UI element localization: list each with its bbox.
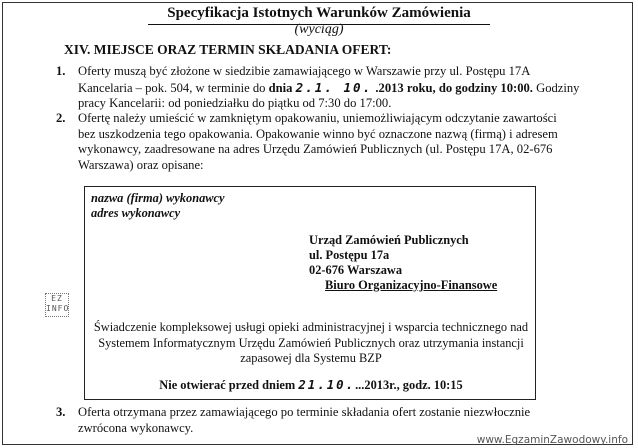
item-number: 1. (56, 64, 66, 78)
item-text: zwrócona wykonawcy. (78, 420, 194, 435)
envelope-label-box (84, 186, 536, 400)
item-text: Godziny (532, 80, 580, 95)
notice-text: Nie otwierać przed dniem (159, 378, 299, 392)
handwritten-date: 2.1. 10. (295, 79, 373, 95)
addressee-block (309, 233, 497, 293)
item-number: 3. (56, 405, 66, 419)
list-item-1 (56, 64, 615, 112)
do-not-open-notice (85, 377, 537, 393)
document-title: Specyfikacja Istotnych Warunków Zamówienia (0, 5, 638, 22)
sender-address: adres wykonawcy (91, 205, 181, 220)
deadline-time: .2013 roku, do godziny 10:00. (372, 80, 533, 95)
item-text: bez uszkodzenia tego opakowania. Opakowanie winno być oznaczone nazwą (firmą) i adresem (78, 126, 558, 141)
item-text: Warszawa) oraz opisane: (78, 157, 204, 172)
notice-time: ...2013r., godz. 10:15 (355, 378, 463, 392)
subject-line: Świadczenie kompleksowej usługi opieki administracyjnej i wsparcia technicznego nad (93, 320, 529, 334)
handwritten-date: 21.10. (298, 377, 356, 392)
item-number: 2. (56, 111, 66, 125)
item-text-deadline (78, 80, 615, 97)
subject-line: zapasowej dla Systemu BZP (240, 351, 382, 365)
subject-line: Systemem Informatycznym Urzędu Zamówień Publicznych oraz utrzymania instancji (98, 335, 524, 350)
sender-block (91, 191, 225, 220)
item-text: Ofertę należy umieścić w zamkniętym opakowaniu, uniemożliwiającym odczytanie zawartości (78, 111, 557, 125)
sender-name: nazwa (firma) wykonawcy (91, 191, 225, 205)
deadline-label: dnia (268, 80, 296, 95)
addressee-name: Urząd Zamówień Publicznych (309, 233, 469, 247)
list-item-3 (56, 405, 615, 436)
document-subtitle: (wyciąg) (294, 22, 344, 37)
item-text: wykonawcy, zaadresowane na adres Urzędu Zamówień Publicznych (ul. Postępu 17A, 02-676 (78, 142, 553, 156)
list-item-2 (56, 111, 615, 173)
order-subject (85, 320, 537, 367)
item-text: pracy Kancelarii: od poniedziałku do piątku od 7:30 do 17:00. (78, 96, 392, 110)
item-text: Kancelaria – pok. 504, w terminie do (78, 80, 269, 95)
footer-watermark: www.EgzaminZawodowy.info (476, 434, 628, 446)
watermark-stamp-icon: EZ INFO (45, 293, 69, 317)
addressee-department: Biuro Organizacyjno-Finansowe (325, 278, 498, 292)
item-text: Oferty muszą być złożone w siedzibie zamawiającego w Warszawie przy ul. Postępu 17A (78, 64, 531, 78)
section-heading: XIV. MIEJSCE ORAZ TERMIN SKŁADANIA OFERT: (64, 42, 392, 57)
item-text: Oferta otrzymana przez zamawiającego po terminie składania ofert zostanie niezwłocznie (78, 405, 531, 419)
addressee-street: ul. Postępu 17a (309, 248, 390, 262)
addressee-city: 02-676 Warszawa (309, 263, 403, 277)
